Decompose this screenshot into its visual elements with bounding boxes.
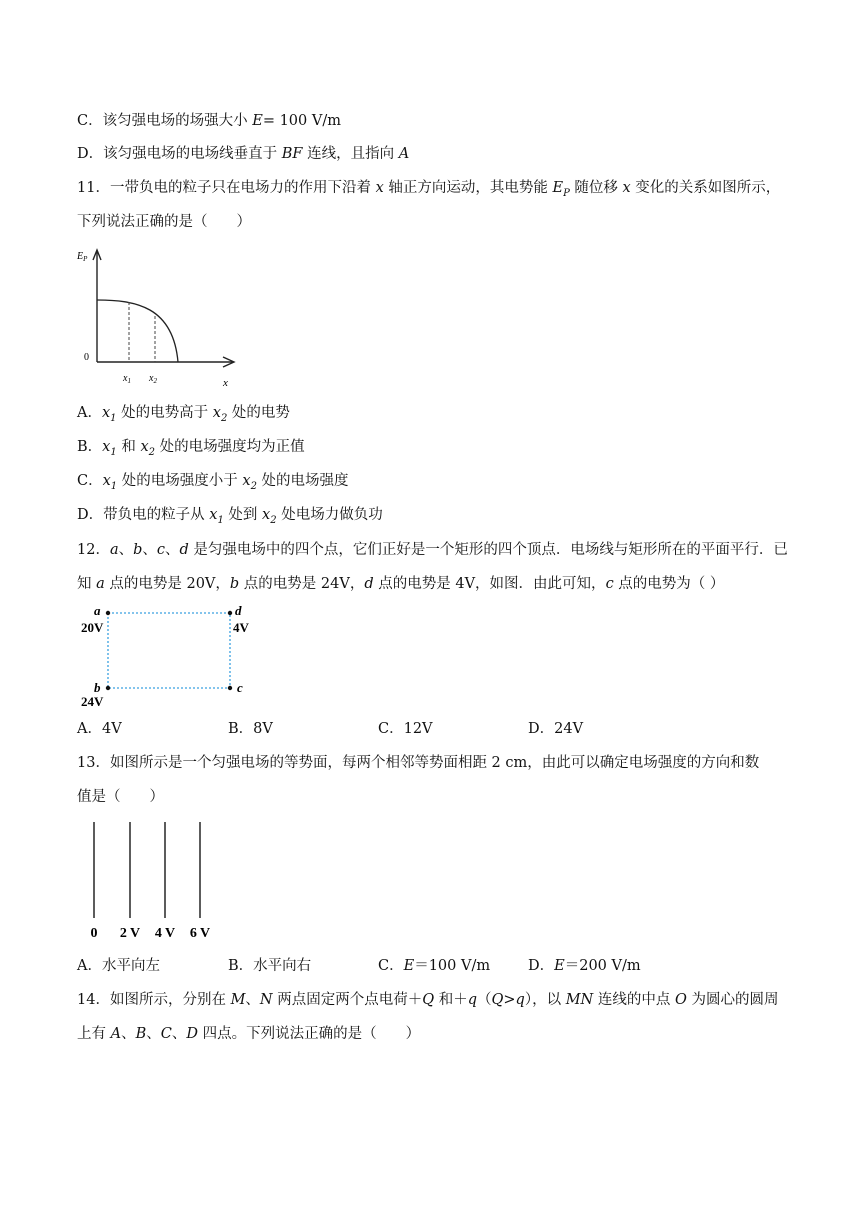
q11-origin-label: 0 xyxy=(84,352,89,363)
q13-option-d: D．E＝200 V/m xyxy=(528,958,641,974)
q12-value-d: 4V xyxy=(233,620,249,635)
q11-stem-line2: 下列说法正确的是（ ） xyxy=(77,214,251,230)
q12-stem-line2: 知 a 点的电势是 20V，b 点的电势是 24V，d 点的电势是 4V，如图．由此可知，c 点的电势为（ ） xyxy=(77,576,725,592)
q11-x2-label: $x_2$ xyxy=(149,373,157,385)
q12-label-c: c xyxy=(237,680,243,695)
q12-stem-line1: 12．a、b、c、d 是匀强电场中的四个点，它们正好是一个矩形的四个顶点．电场线与矩形所在的平面平行．已 xyxy=(77,542,788,558)
q13-label-0: 0 xyxy=(90,926,98,941)
q13-label-6v: 6 V xyxy=(189,926,211,941)
q13-label-2v: 2 V xyxy=(119,926,141,941)
q12-option-d: D．24V xyxy=(528,721,584,737)
q13-option-b: B．水平向右 xyxy=(228,958,312,974)
q12-label-b: b xyxy=(94,680,101,695)
q14-stem-line2: 上有 A、B、C、D 四点。下列说法正确的是（ ） xyxy=(77,1026,421,1042)
q11-stem-line1: 11．一带负电的粒子只在电场力的作用下沿着 x 轴正方向运动，其电势能 $E_P$ 随位移 x 变化的关系如图所示， xyxy=(77,180,781,199)
q11-option-a: A．$x_1$ 处的电势高于 $x_2$ 处的电势 xyxy=(77,405,290,424)
q12-option-b: B．8V xyxy=(228,721,273,737)
q11-energy-graph xyxy=(75,244,245,394)
q11-x1-label: $x_1$ xyxy=(123,373,131,385)
q12-label-a: a xyxy=(94,603,101,618)
q13-option-a: A．水平向左 xyxy=(77,958,160,974)
prev-option-c: C．该匀强电场的场强大小 E= 100 V/m xyxy=(77,113,341,129)
q11-curve xyxy=(97,300,178,362)
q12-option-c: C．12V xyxy=(378,721,433,737)
q13-option-c: C．E＝100 V/m xyxy=(378,958,491,974)
q13-label-4v: 4 V xyxy=(154,926,176,941)
q12-rectangle-figure xyxy=(78,602,258,710)
q11-option-d: D．带负电的粒子从 $x_1$ 处到 $x_2$ 处电场力做负功 xyxy=(77,507,383,526)
q11-option-b: B．$x_1$ 和 $x_2$ 处的电场强度均为正值 xyxy=(77,439,305,458)
q11-option-c: C．$x_1$ 处的电场强度小于 $x_2$ 处的电场强度 xyxy=(77,473,349,492)
q13-stem-line1: 13．如图所示是一个匀强电场的等势面，每两个相邻等势面相距 2 cm，由此可以确定电场强度的方向和数 xyxy=(77,755,760,771)
prev-option-d: D．该匀强电场的电场线垂直于 BF 连线，且指向 A xyxy=(77,146,410,162)
q12-point-b xyxy=(106,686,110,690)
q12-point-d xyxy=(228,611,232,615)
q12-value-b: 24V xyxy=(81,694,104,709)
q13-equipotential-figure xyxy=(80,818,230,943)
q12-option-a: A．4V xyxy=(77,721,122,737)
q13-stem-line2: 值是（ ） xyxy=(77,789,164,805)
q12-value-a: 20V xyxy=(81,620,104,635)
q14-stem-line1: 14．如图所示，分别在 M、N 两点固定两个点电荷＋Q 和＋q（Q>q），以 MN 连线的中点 O 为圆心的圆周 xyxy=(77,992,779,1008)
q11-ep-label: $E_P$ xyxy=(77,251,88,263)
q12-rect xyxy=(108,613,230,688)
q12-point-a xyxy=(106,611,110,615)
q12-label-d: d xyxy=(235,603,242,618)
q12-point-c xyxy=(228,686,232,690)
q11-x-label: x xyxy=(223,377,228,389)
